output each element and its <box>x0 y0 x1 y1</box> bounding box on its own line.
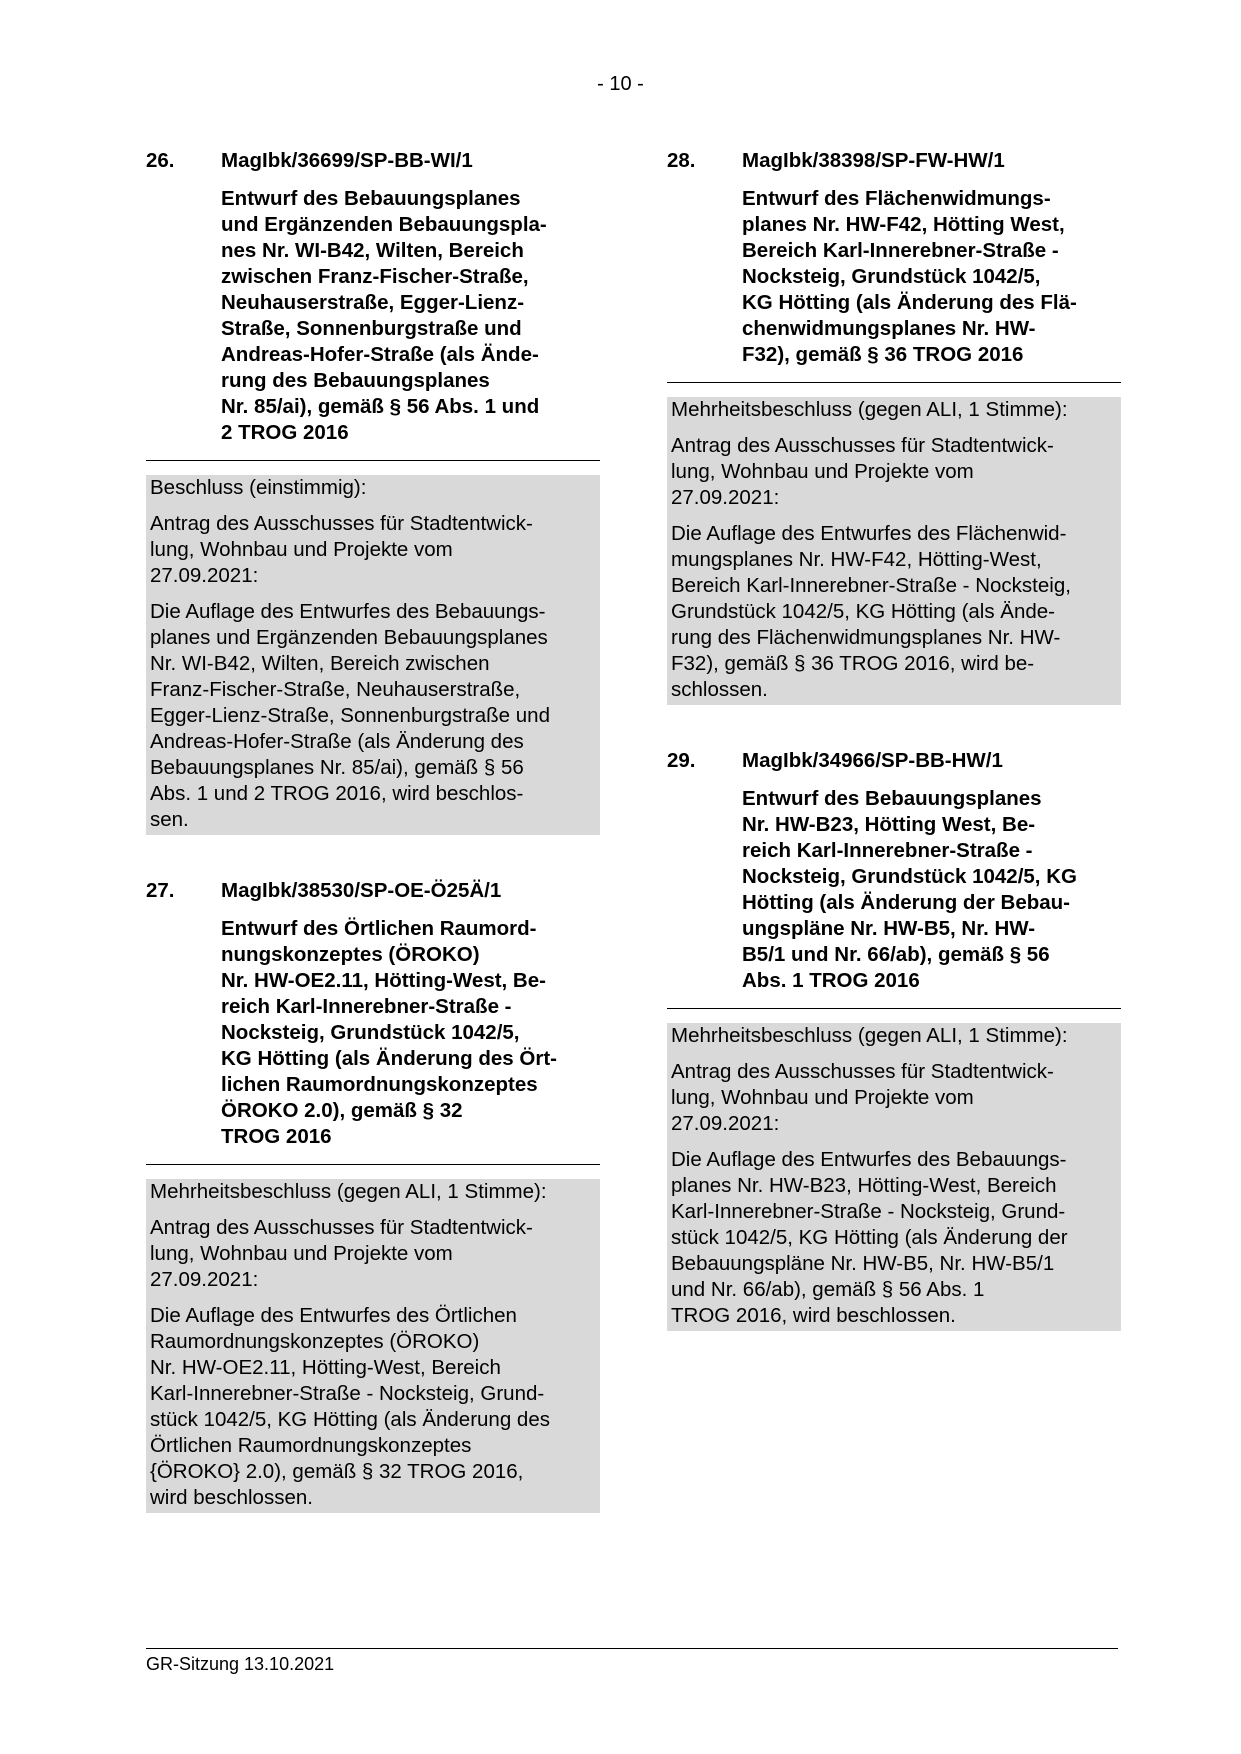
item-title-line: Nocksteig, Grundstück 1042/5, <box>221 1021 520 1044</box>
resolution-type: Mehrheitsbeschluss (gegen ALI, 1 Stimme): <box>671 398 1068 421</box>
divider-line <box>667 382 1121 383</box>
decision-text-line: mungsplanes Nr. HW-F42, Hötting-West, <box>671 548 1042 571</box>
item-number: 26. <box>146 149 175 172</box>
motion-text-line: lung, Wohnbau und Projekte vom <box>671 1086 974 1109</box>
decision-text-line: stück 1042/5, KG Hötting (als Änderung der <box>671 1226 1068 1249</box>
item-title-line: ÖROKO 2.0), gemäß § 32 <box>221 1099 463 1122</box>
item-reference-code: MagIbk/38398/SP-FW-HW/1 <box>742 149 1005 172</box>
item-title-line: Entwurf des Bebauungsplanes <box>221 187 521 210</box>
item-title-line: Entwurf des Örtlichen Raumord- <box>221 917 537 940</box>
agenda-item-27 <box>146 878 600 1513</box>
motion-text-line: 27.09.2021: <box>671 1112 780 1135</box>
item-header <box>667 748 1121 774</box>
decision-text-line: Die Auflage des Entwurfes des Örtlichen <box>150 1304 517 1327</box>
item-title-line: planes Nr. HW-F42, Hötting West, <box>742 213 1065 236</box>
decision-text-line: Nr. HW-OE2.11, Hötting-West, Bereich <box>150 1356 501 1379</box>
item-title-line: KG Hötting (als Änderung des Ört- <box>221 1047 557 1070</box>
decision-text-line: Karl-Innerebner-Straße - Nocksteig, Grund- <box>150 1382 545 1405</box>
decision-text-line: Raumordnungskonzeptes (ÖROKO) <box>150 1330 480 1353</box>
item-number: 27. <box>146 879 175 902</box>
motion-text-line: lung, Wohnbau und Projekte vom <box>150 1242 453 1265</box>
decision-text-line: Die Auflage des Entwurfes des Flächenwid- <box>671 522 1067 545</box>
item-title-line: nes Nr. WI-B42, Wilten, Bereich <box>221 239 524 262</box>
decision-text-line: Andreas-Hofer-Straße (als Änderung des <box>150 730 524 753</box>
page-number: - 10 - <box>597 73 644 95</box>
resolution-type: Mehrheitsbeschluss (gegen ALI, 1 Stimme): <box>671 1024 1068 1047</box>
decision-text-line: Egger-Lienz-Straße, Sonnenburgstraße und <box>150 704 550 727</box>
decision-text-line: TROG 2016, wird beschlossen. <box>671 1304 956 1327</box>
item-title-line: 2 TROG 2016 <box>221 421 349 444</box>
divider-line <box>146 1164 600 1165</box>
item-title-line: reich Karl-Innerebner-Straße - <box>221 995 512 1018</box>
motion-text-line: 27.09.2021: <box>150 1268 259 1291</box>
decision-text-line: Nr. WI-B42, Wilten, Bereich zwischen <box>150 652 490 675</box>
decision-text-line: Bebauungsplanes Nr. 85/ai), gemäß § 56 <box>150 756 524 779</box>
motion-text <box>150 511 596 589</box>
resolution-box <box>667 397 1121 705</box>
item-reference-code: MagIbk/34966/SP-BB-HW/1 <box>742 749 1003 772</box>
item-title-line: TROG 2016 <box>221 1125 332 1148</box>
decision-text <box>671 521 1117 703</box>
item-title-line: und Ergänzenden Bebauungspla- <box>221 213 547 236</box>
decision-text-line: schlossen. <box>671 678 768 701</box>
decision-text-line: planes und Ergänzenden Bebauungsplanes <box>150 626 548 649</box>
item-title-line: Bereich Karl-Innerebner-Straße - <box>742 239 1059 262</box>
item-header <box>146 148 600 174</box>
item-title-line: F32), gemäß § 36 TROG 2016 <box>742 343 1024 366</box>
decision-text <box>671 1147 1117 1329</box>
motion-text-line: Antrag des Ausschusses für Stadtentwick- <box>150 512 533 535</box>
item-title <box>221 186 600 446</box>
motion-text <box>671 1059 1117 1137</box>
decision-text-line: Bereich Karl-Innerebner-Straße - Nocksteig, <box>671 574 1071 597</box>
decision-text-line: rung des Flächenwidmungsplanes Nr. HW- <box>671 626 1061 649</box>
resolution-type: Beschluss (einstimmig): <box>150 476 367 499</box>
decision-text-line: planes Nr. HW-B23, Hötting-West, Bereich <box>671 1174 1057 1197</box>
item-title-line: Straße, Sonnenburgstraße und <box>221 317 522 340</box>
decision-text <box>150 599 596 833</box>
item-title-line: Nocksteig, Grundstück 1042/5, KG <box>742 865 1077 888</box>
motion-text-line: Antrag des Ausschusses für Stadtentwick- <box>150 1216 533 1239</box>
motion-text-line: Antrag des Ausschusses für Stadtentwick- <box>671 434 1054 457</box>
item-title-line: Nr. HW-OE2.11, Hötting-West, Be- <box>221 969 546 992</box>
item-title-line: Entwurf des Bebauungsplanes <box>742 787 1042 810</box>
item-title-line: rung des Bebauungsplanes <box>221 369 490 392</box>
item-title-line: zwischen Franz-Fischer-Straße, <box>221 265 529 288</box>
item-number: 28. <box>667 149 696 172</box>
decision-text <box>150 1303 596 1511</box>
item-reference-code: MagIbk/36699/SP-BB-WI/1 <box>221 149 473 172</box>
footer: GR-Sitzung 13.10.2021 <box>146 1648 1118 1675</box>
resolution-box <box>146 1179 600 1513</box>
motion-text-line: 27.09.2021: <box>671 486 780 509</box>
motion-text-line: lung, Wohnbau und Projekte vom <box>150 538 453 561</box>
decision-text-line: Abs. 1 und 2 TROG 2016, wird beschlos- <box>150 782 524 805</box>
agenda-item-29 <box>667 748 1121 1331</box>
item-title-line: ungspläne Nr. HW-B5, Nr. HW- <box>742 917 1036 940</box>
decision-text-line: wird beschlossen. <box>150 1486 313 1509</box>
item-header <box>146 878 600 904</box>
item-title-line: nungskonzeptes (ÖROKO) <box>221 943 480 966</box>
item-title <box>742 786 1121 994</box>
item-header <box>667 148 1121 174</box>
item-title-line: Abs. 1 TROG 2016 <box>742 969 920 992</box>
motion-text-line: lung, Wohnbau und Projekte vom <box>671 460 974 483</box>
decision-text-line: F32), gemäß § 36 TROG 2016, wird be- <box>671 652 1035 675</box>
agenda-item-26 <box>146 148 600 835</box>
decision-text-line: sen. <box>150 808 189 831</box>
decision-text-line: stück 1042/5, KG Hötting (als Änderung des <box>150 1408 550 1431</box>
item-title-line: B5/1 und Nr. 66/ab), gemäß § 56 <box>742 943 1050 966</box>
item-number: 29. <box>667 749 696 772</box>
resolution-type: Mehrheitsbeschluss (gegen ALI, 1 Stimme): <box>150 1180 547 1203</box>
item-title-line: reich Karl-Innerebner-Straße - <box>742 839 1033 862</box>
item-title-line: Neuhauserstraße, Egger-Lienz- <box>221 291 525 314</box>
resolution-box <box>146 475 600 835</box>
item-title-line: lichen Raumordnungskonzeptes <box>221 1073 538 1096</box>
item-title-line: Nr. HW-B23, Hötting West, Be- <box>742 813 1036 836</box>
item-title-line: Hötting (als Änderung der Bebau- <box>742 891 1070 914</box>
item-title-line: Nr. 85/ai), gemäß § 56 Abs. 1 und <box>221 395 540 418</box>
decision-text-line: Karl-Innerebner-Straße - Nocksteig, Grund- <box>671 1200 1066 1223</box>
decision-text-line: Die Auflage des Entwurfes des Bebauungs- <box>671 1148 1067 1171</box>
motion-text <box>671 433 1117 511</box>
item-title-line: chenwidmungsplanes Nr. HW- <box>742 317 1036 340</box>
item-reference-code: MagIbk/38530/SP-OE-Ö25Ä/1 <box>221 879 502 902</box>
decision-text-line: {ÖROKO} 2.0), gemäß § 32 TROG 2016, <box>150 1460 524 1483</box>
motion-text-line: Antrag des Ausschusses für Stadtentwick- <box>671 1060 1054 1083</box>
motion-text <box>150 1215 596 1293</box>
item-title-line: KG Hötting (als Änderung des Flä- <box>742 291 1077 314</box>
decision-text-line: und Nr. 66/ab), gemäß § 56 Abs. 1 <box>671 1278 985 1301</box>
agenda-item-28 <box>667 148 1121 705</box>
item-title-line: Andreas-Hofer-Straße (als Ände- <box>221 343 539 366</box>
motion-text-line: 27.09.2021: <box>150 564 259 587</box>
divider-line <box>667 1008 1121 1009</box>
decision-text-line: Die Auflage des Entwurfes des Bebauungs- <box>150 600 546 623</box>
item-title <box>742 186 1121 368</box>
item-title-line: Nocksteig, Grundstück 1042/5, <box>742 265 1041 288</box>
divider-line <box>146 460 600 461</box>
decision-text-line: Franz-Fischer-Straße, Neuhauserstraße, <box>150 678 521 701</box>
decision-text-line: Örtlichen Raumordnungskonzeptes <box>150 1434 472 1457</box>
decision-text-line: Grundstück 1042/5, KG Hötting (als Ände- <box>671 600 1056 623</box>
item-title <box>221 916 600 1150</box>
decision-text-line: Bebauungspläne Nr. HW-B5, Nr. HW-B5/1 <box>671 1252 1055 1275</box>
item-title-line: Entwurf des Flächenwidmungs- <box>742 187 1051 210</box>
resolution-box <box>667 1023 1121 1331</box>
